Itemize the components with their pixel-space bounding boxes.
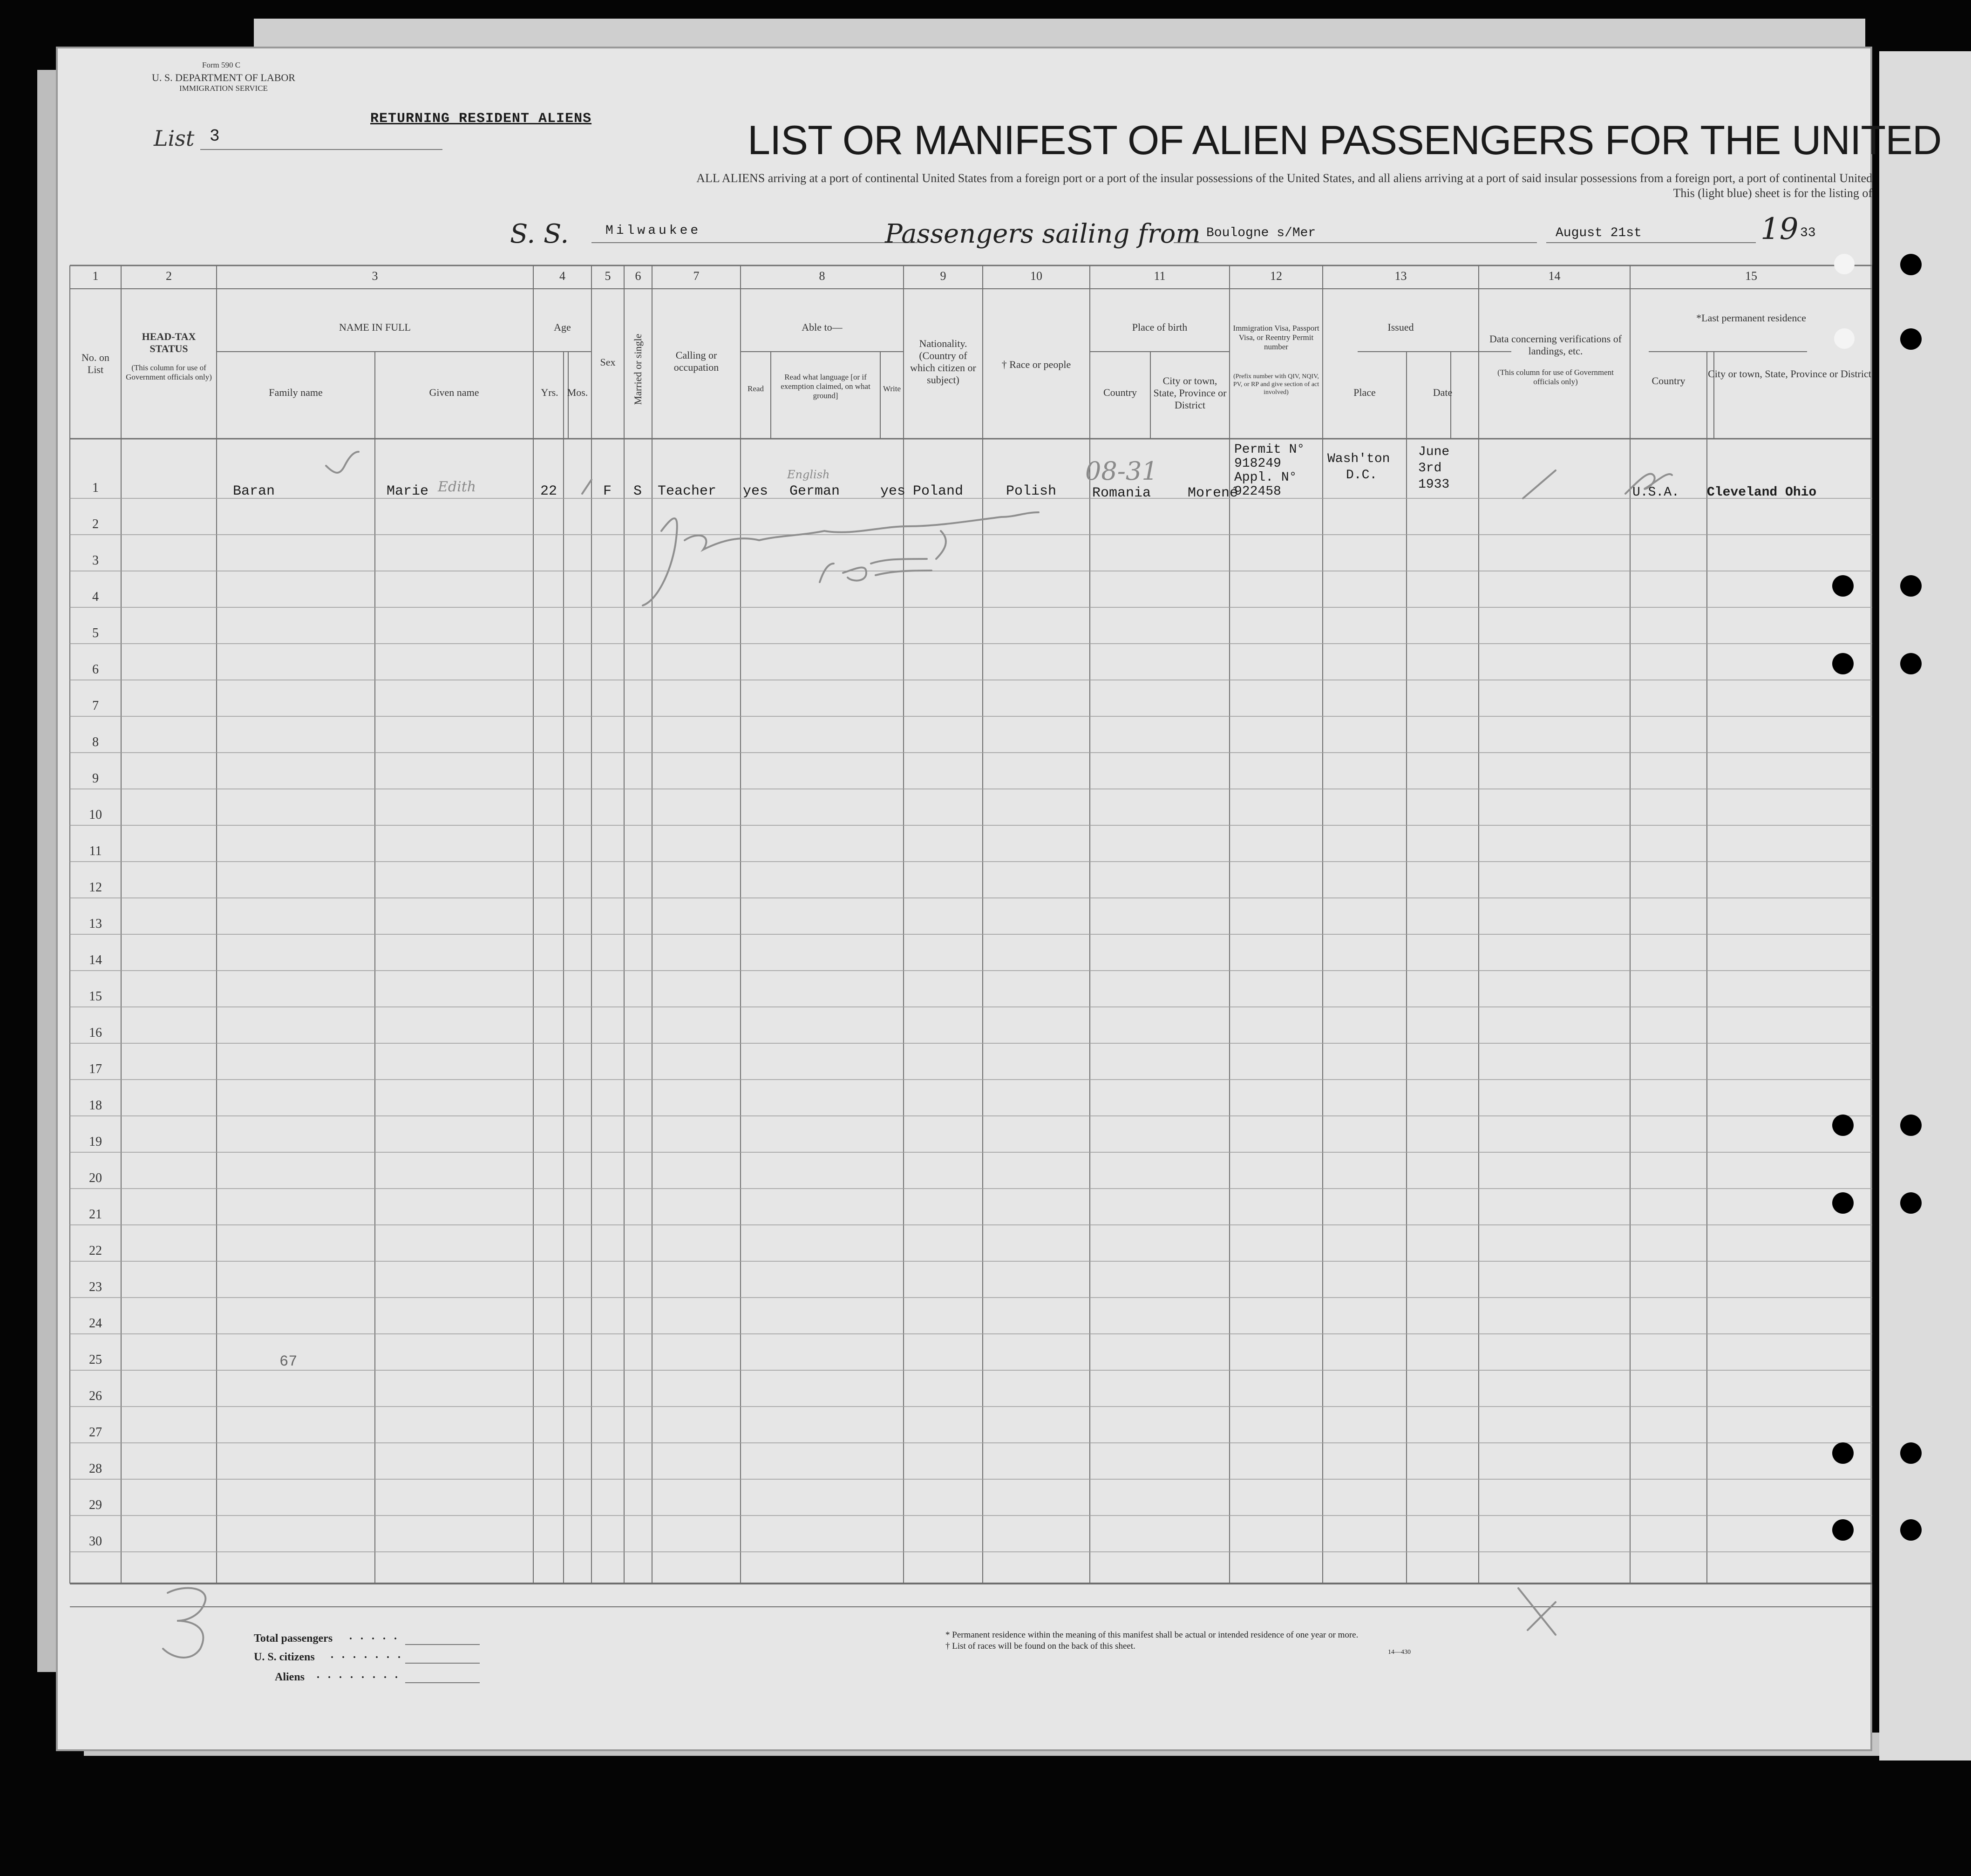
row-number: 18	[89, 1098, 102, 1113]
row-number: 28	[89, 1461, 102, 1476]
header-race: † Race or people	[1001, 359, 1071, 370]
subtitle-line-2: This (light blue) sheet is for the listing of	[1673, 186, 1872, 200]
row-number: 17	[89, 1062, 102, 1076]
entry-birth-city: Morené	[1188, 485, 1238, 501]
entry-issued-place-district: D.C.	[1346, 468, 1378, 483]
entry-issued-place-city: Wash'ton	[1327, 452, 1390, 466]
footer-line-3	[405, 1682, 480, 1683]
header-place-of-birth: Place of birth	[1132, 321, 1188, 333]
footer-aliens: Aliens	[275, 1671, 305, 1683]
header-birth-country: Country	[1103, 387, 1137, 398]
binder-hole	[1900, 1442, 1922, 1464]
entry-issued-day: 3rd	[1418, 461, 1442, 476]
binder-hole	[1900, 653, 1922, 674]
entry-sex: F	[603, 483, 612, 499]
row-number: 26	[89, 1389, 102, 1403]
mark-landing-data	[1523, 470, 1556, 498]
ship-name: Milwaukee	[605, 224, 701, 238]
entry-occupation: Teacher	[658, 483, 717, 499]
department-name: U. S. DEPARTMENT OF LABOR	[152, 72, 295, 83]
entry-permit-number: 918249	[1234, 456, 1281, 471]
row-number: 23	[89, 1280, 102, 1294]
row-number: 5	[92, 626, 99, 640]
row-number: 14	[89, 953, 102, 967]
row-number: 10	[89, 808, 102, 822]
header-name-in-full: NAME IN FULL	[339, 321, 411, 333]
facing-page-edge	[1879, 51, 1971, 1760]
entry-nationality: Poland	[913, 483, 964, 499]
footer-us-citizens: U. S. citizens	[254, 1651, 315, 1663]
header-calling: Calling or occupation	[673, 349, 719, 373]
header-read-language: Read what language [or if exemption claimed, on what ground]	[781, 373, 870, 400]
header-visa-note: (Prefix number with QIV, NQIV, PV, or RP and give section of act involved)	[1233, 373, 1319, 396]
row-number: 11	[89, 844, 102, 858]
row-number: 12	[89, 880, 102, 895]
column-number-6: 6	[635, 269, 641, 283]
row-number: 15	[89, 989, 102, 1004]
year-prefix: 19	[1760, 212, 1799, 246]
handwritten-signature	[643, 512, 1039, 605]
entry-residence-country: U.S.A.	[1632, 485, 1679, 500]
mark-footer	[1518, 1588, 1556, 1635]
binder-hole	[1832, 1442, 1854, 1464]
handwritten-marks	[56, 47, 1872, 1751]
header-head-tax-note: (This column for use of Government officials only)	[126, 363, 212, 381]
column-number-2: 2	[166, 269, 172, 283]
sailing-label: Passengers sailing from	[885, 219, 1201, 249]
entry-permit-label: Permit N°	[1234, 442, 1305, 457]
column-number-12: 12	[1270, 269, 1282, 283]
entry-marital-status: S	[633, 483, 642, 499]
entry-given-name: Marie	[387, 483, 429, 499]
header-read: Read	[748, 384, 764, 393]
header-issued: Issued	[1387, 321, 1414, 333]
row-number: 20	[89, 1171, 102, 1185]
header-no-on-list: No. on List	[82, 352, 109, 375]
row-number: 6	[92, 662, 99, 677]
row-number: 30	[89, 1534, 102, 1549]
entry-family-name: Baran	[233, 483, 275, 499]
row-number: 7	[92, 699, 99, 713]
row-number: 19	[89, 1135, 102, 1149]
entry-birth-annotation: 08-31	[1085, 456, 1158, 486]
entry-application-number: 922458	[1234, 484, 1281, 499]
column-number-3: 3	[372, 269, 378, 283]
header-residence-city: City or town, State, Province or District	[1708, 368, 1871, 380]
binder-hole	[1832, 1192, 1854, 1214]
entry-language-annotation: English	[787, 468, 830, 481]
page-title: LIST OR MANIFEST OF ALIEN PASSENGERS FOR THE UNITED	[748, 117, 1942, 163]
row-25-annotation: 67	[279, 1353, 298, 1370]
row-number: 16	[89, 1026, 102, 1040]
header-last-residence: *Last permanent residence	[1696, 312, 1806, 324]
header-issued-place: Place	[1353, 387, 1376, 398]
header-age: Age	[554, 321, 571, 333]
entry-language: German	[789, 483, 840, 499]
footer-line-1	[405, 1644, 480, 1645]
binder-hole	[1834, 328, 1855, 349]
list-label: List	[154, 126, 195, 151]
footer-note-permanent-residence: * Permanent residence within the meaning of this manifest shall be actual or intended residence of one year or more.	[945, 1630, 1359, 1640]
row-number: 1	[92, 481, 99, 495]
list-number: 3	[210, 127, 220, 146]
row-number: 24	[89, 1316, 102, 1331]
handwritten-date-note	[820, 559, 931, 582]
binder-hole	[1900, 1115, 1922, 1136]
header-given-name: Given name	[429, 387, 479, 398]
row-number: 25	[89, 1353, 102, 1367]
entry-read: yes	[743, 483, 768, 499]
binder-hole	[1900, 575, 1922, 597]
header-landing-note: (This column for use of Government officials only)	[1497, 368, 1614, 386]
column-number-10: 10	[1030, 269, 1042, 283]
column-number-11: 11	[1154, 269, 1166, 283]
entry-application-label: Appl. N°	[1234, 470, 1297, 485]
binder-hole	[1834, 254, 1855, 274]
row-number: 21	[89, 1207, 102, 1222]
column-number-4: 4	[559, 269, 565, 283]
footer-line-2	[405, 1663, 480, 1664]
entry-issued-month: June	[1418, 445, 1450, 459]
row-number: 3	[92, 553, 99, 568]
header-age-months: Mos.	[567, 387, 588, 398]
manifest-sheet	[56, 47, 1942, 1751]
mark-residence	[1625, 474, 1672, 494]
binder-hole	[1900, 1519, 1922, 1541]
binder-hole	[1900, 1192, 1922, 1214]
service-name: IMMIGRATION SERVICE	[179, 84, 268, 93]
footer-dots-2: . . . . . . .	[331, 1649, 403, 1661]
column-number-15: 15	[1745, 269, 1757, 283]
column-number-13: 13	[1394, 269, 1407, 283]
mark-age	[582, 480, 591, 494]
binder-hole	[1900, 254, 1922, 275]
header-write: Write	[883, 384, 901, 393]
column-number-1: 1	[92, 269, 99, 283]
column-number-9: 9	[940, 269, 946, 283]
header-birth-city: City or town, State, Province or District	[1153, 375, 1227, 411]
entry-race: Polish	[1006, 483, 1057, 499]
column-number-8: 8	[819, 269, 825, 283]
ss-label: S. S.	[510, 219, 569, 249]
header-residence-country: Country	[1652, 375, 1686, 387]
entry-write: yes	[880, 483, 906, 499]
header-nationality: Nationality. (Country of which citizen or subject)	[910, 338, 976, 386]
header-head-tax: HEAD-TAX STATUS	[142, 331, 196, 354]
column-number-5: 5	[605, 269, 611, 283]
header-age-years: Yrs.	[541, 387, 558, 398]
row-number: 2	[92, 517, 99, 531]
binder-hole	[1832, 653, 1854, 674]
binder-hole	[1900, 328, 1922, 350]
header-sex: Sex	[600, 356, 616, 368]
footer-dots-1: . . . . .	[349, 1630, 400, 1642]
entry-birth-country: Romania	[1092, 485, 1151, 501]
binder-hole	[1832, 575, 1854, 597]
departure-date: August 21st	[1556, 226, 1642, 240]
row-number: 9	[92, 771, 99, 786]
binder-hole	[1832, 1519, 1854, 1541]
row-number: 13	[89, 917, 102, 931]
footer-total-passengers: Total passengers	[254, 1632, 333, 1645]
checkmark-family-name	[326, 452, 359, 473]
header-visa: Immigration Visa, Passport Visa, or Reentry Permit number	[1233, 324, 1319, 351]
departure-port: Boulogne s/Mer	[1206, 226, 1316, 240]
entry-issued-year: 1933	[1418, 477, 1450, 492]
header-able-to: Able to—	[802, 321, 843, 333]
form-number: Form 590 C	[202, 61, 241, 69]
entry-age-years: 22	[540, 483, 557, 499]
header-family-name: Family name	[269, 387, 323, 398]
row-number: 4	[92, 590, 99, 604]
row-number: 27	[89, 1425, 102, 1440]
column-number-7: 7	[693, 269, 700, 283]
footer-form-code: 14—430	[1388, 1649, 1411, 1656]
entry-given-name-annotation: Edith	[438, 479, 476, 495]
header-issued-date: Date	[1433, 387, 1453, 398]
row-number: 8	[92, 735, 99, 749]
returning-resident-stamp: RETURNING RESIDENT ALIENS	[370, 111, 592, 127]
footer-dots-3: . . . . . . . .	[317, 1669, 401, 1681]
year-suffix: 33	[1800, 226, 1816, 240]
footer-note-races: † List of races will be found on the back of this sheet.	[945, 1641, 1135, 1651]
subtitle-line-1: ALL ALIENS arriving at a port of continental United States from a foreign port or a port of the insular possessions of the United States, and all aliens arriving at a port of said insular possessions from a foreign port, a port of continental United	[696, 171, 1872, 185]
entry-residence-city: Cleveland Ohio	[1707, 485, 1817, 500]
column-number-14: 14	[1548, 269, 1561, 283]
row-number: 22	[89, 1244, 102, 1258]
header-landing-data: Data concerning verifications of landings, etc.	[1489, 333, 1622, 357]
handwritten-mark-three	[163, 1588, 205, 1658]
header-married-single: Married or single	[632, 333, 644, 405]
row-number: 29	[89, 1498, 102, 1512]
binder-hole	[1832, 1115, 1854, 1136]
